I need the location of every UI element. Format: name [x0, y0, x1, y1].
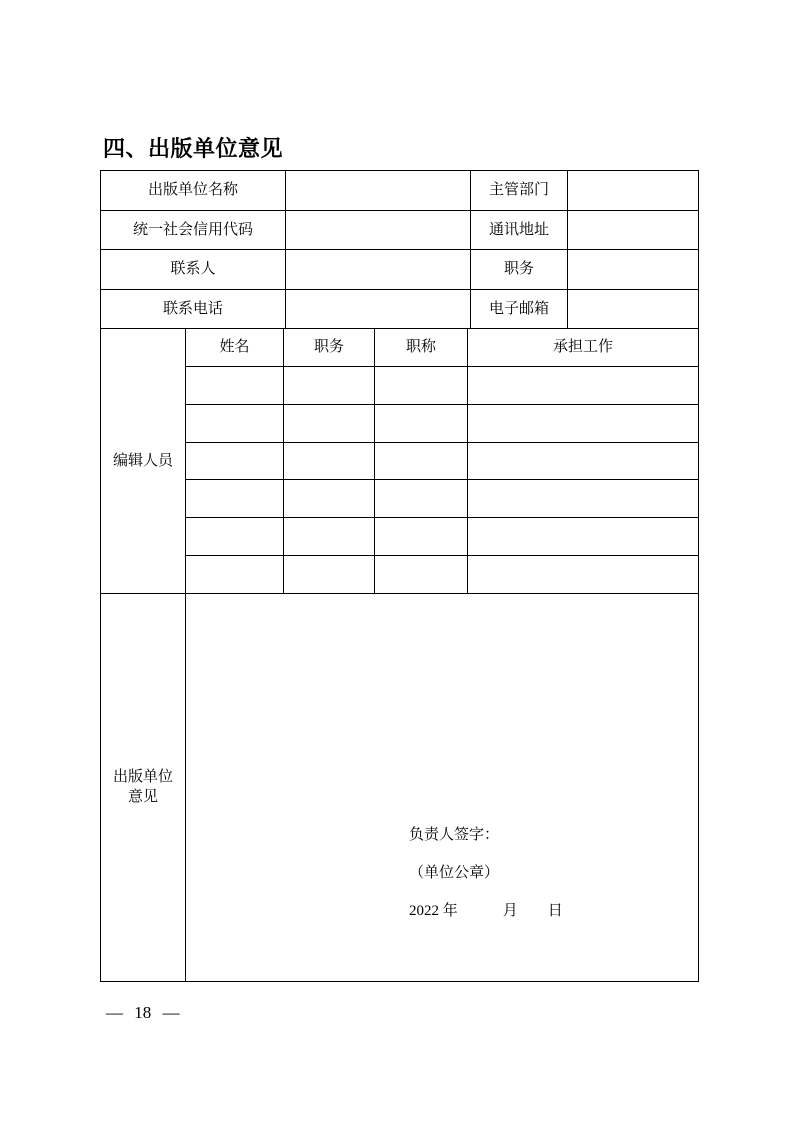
field-label-supervisor-dept: 主管部门: [471, 171, 568, 211]
staff-empty-cell: [375, 556, 468, 594]
field-value-email: [568, 290, 698, 330]
staff-empty-cell: [284, 367, 375, 405]
staff-col-header-name: 姓名: [186, 329, 284, 367]
staff-empty-cell: [186, 556, 284, 594]
field-label-position: 职务: [471, 250, 568, 290]
staff-empty-cell: [375, 443, 468, 481]
staff-empty-cell: [375, 367, 468, 405]
field-value-credit-code: [286, 211, 471, 251]
field-value-supervisor-dept: [568, 171, 698, 211]
field-label-phone: 联系电话: [101, 290, 286, 330]
staff-empty-cell: [468, 480, 698, 518]
staff-empty-cell: [468, 518, 698, 556]
field-label-address: 通讯地址: [471, 211, 568, 251]
staff-row-label: 编辑人员: [101, 329, 186, 594]
staff-empty-cell: [284, 480, 375, 518]
field-value-address: [568, 211, 698, 251]
section-title: 四、出版单位意见: [103, 136, 284, 161]
staff-empty-cell: [468, 556, 698, 594]
field-value-unit-name: [286, 171, 471, 211]
form-table: [100, 170, 699, 982]
field-label-email: 电子邮箱: [471, 290, 568, 330]
opinion-row-label-line1: 出版单位: [112, 769, 173, 786]
opinion-row-label: [101, 594, 186, 981]
staff-empty-cell: [186, 405, 284, 443]
unit-info-grid: [101, 171, 698, 329]
staff-empty-cell: [468, 443, 698, 481]
field-value-contact-person: [286, 250, 471, 290]
field-label-unit-name: 出版单位名称: [101, 171, 286, 211]
date-line: 2022 年 月 日: [409, 902, 563, 919]
staff-col-header-position: 职务: [284, 329, 375, 367]
staff-empty-cell: [186, 480, 284, 518]
staff-empty-cell: [375, 518, 468, 556]
staff-empty-cell: [284, 518, 375, 556]
opinion-content-cell: [186, 594, 698, 981]
field-value-position: [568, 250, 698, 290]
opinion-row-label-line2: 意见: [127, 789, 158, 806]
staff-empty-cell: [186, 518, 284, 556]
staff-empty-cell: [468, 367, 698, 405]
field-value-phone: [286, 290, 471, 330]
signature-block: [409, 826, 563, 940]
staff-col-header-work: 承担工作: [468, 329, 698, 367]
field-label-credit-code: 统一社会信用代码: [101, 211, 286, 251]
staff-empty-cell: [284, 556, 375, 594]
seal-line: （单位公章）: [409, 864, 500, 881]
signature-line: 负责人签字：: [409, 826, 500, 843]
staff-col-header-title: 职称: [375, 329, 468, 367]
staff-empty-cell: [375, 405, 468, 443]
staff-empty-cell: [375, 480, 468, 518]
staff-empty-cell: [284, 405, 375, 443]
opinion-grid: [101, 594, 698, 981]
staff-empty-cell: [186, 443, 284, 481]
staff-empty-cell: [186, 367, 284, 405]
page-number: — 18 —: [106, 1003, 180, 1022]
staff-empty-cell: [284, 443, 375, 481]
staff-grid: [101, 329, 698, 594]
field-label-contact-person: 联系人: [101, 250, 286, 290]
staff-empty-cell: [468, 405, 698, 443]
